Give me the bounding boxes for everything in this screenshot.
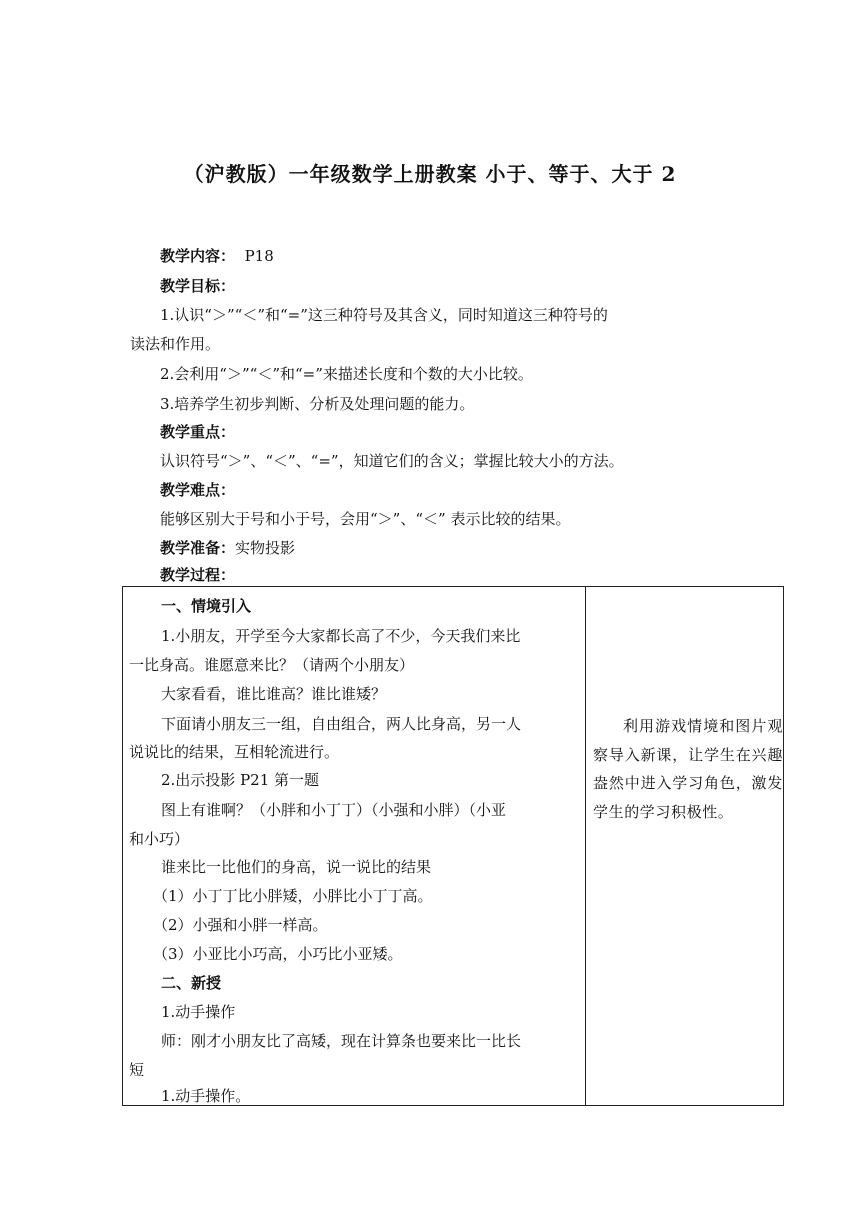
section-new-heading: 二、新授 xyxy=(161,974,222,992)
table-line: 1.动手操作。 xyxy=(161,1087,251,1105)
content-row xyxy=(160,246,274,266)
table-line: 2.出示投影 P21 第一题 xyxy=(161,771,320,789)
prep-value: 实物投影 xyxy=(235,539,296,557)
table-line: 1.动手操作 xyxy=(161,1003,236,1021)
table-line: （3）小亚比小巧高，小巧比小亚矮。 xyxy=(153,945,403,963)
goal-1-line-1: 1.认识“＞”“＜”和“=”这三种符号及其含义，同时知道这三种符号的 xyxy=(160,306,608,324)
goal-1-line-2: 读法和作用。 xyxy=(130,335,221,353)
table-line: 谁来比一比他们的身高，说一说比的结果 xyxy=(161,858,432,876)
key-text: 认识符号“＞”、“＜”、“=”，知道它们的含义；掌握比较大小的方法。 xyxy=(160,452,624,470)
prep-row xyxy=(160,538,295,558)
table-line: 师：刚才小朋友比了高矮，现在计算条也要来比一比长 xyxy=(161,1032,522,1050)
prep-label: 教学准备： xyxy=(160,539,236,557)
design-intent-note: 利用游戏情境和图片观察导入新课，让学生在兴趣盎然中进入学习角色，激发学生的学习积极性。 xyxy=(593,717,783,821)
content-label: 教学内容： xyxy=(160,247,236,265)
process-heading: 教学过程： xyxy=(160,566,236,584)
table-line: 大家看看，谁比谁高？谁比谁矮？ xyxy=(161,685,387,703)
table-line: 短 xyxy=(129,1061,145,1079)
content-value: P18 xyxy=(244,247,274,265)
page-title: （沪教版）一年级数学上册教案 小于、等于、大于 2 xyxy=(183,162,677,186)
table-line: 一比身高。谁愿意来比？（请两个小朋友） xyxy=(129,656,415,674)
process-table xyxy=(122,586,784,1106)
goal-2: 2.会利用“＞”“＜”和“=”来描述长度和个数的大小比较。 xyxy=(160,365,533,383)
table-line: 说说比的结果，互相轮流进行。 xyxy=(129,743,340,761)
table-line: （1）小丁丁比小胖矮，小胖比小丁丁高。 xyxy=(153,887,433,905)
column-divider xyxy=(585,587,586,1105)
goal-heading: 教学目标： xyxy=(160,277,236,295)
section-intro-heading: 一、情境引入 xyxy=(161,597,252,615)
difficulty-heading: 教学难点： xyxy=(160,481,236,499)
table-line: 1.小朋友，开学至今大家都长高了不少，今天我们来比 xyxy=(161,627,521,645)
table-line: （2）小强和小胖一样高。 xyxy=(153,916,328,934)
table-line: 图上有谁啊？（小胖和小丁丁）（小强和小胖）（小亚 xyxy=(161,801,507,819)
key-heading: 教学重点： xyxy=(160,423,236,441)
difficulty-text: 能够区别大于号和小于号，会用“＞”、“＜” 表示比较的结果。 xyxy=(160,510,571,528)
table-line: 下面请小朋友三一组，自由组合，两人比身高，另一人 xyxy=(161,715,522,733)
goal-3: 3.培养学生初步判断、分析及处理问题的能力。 xyxy=(160,395,475,413)
table-line: 和小巧） xyxy=(129,830,190,848)
